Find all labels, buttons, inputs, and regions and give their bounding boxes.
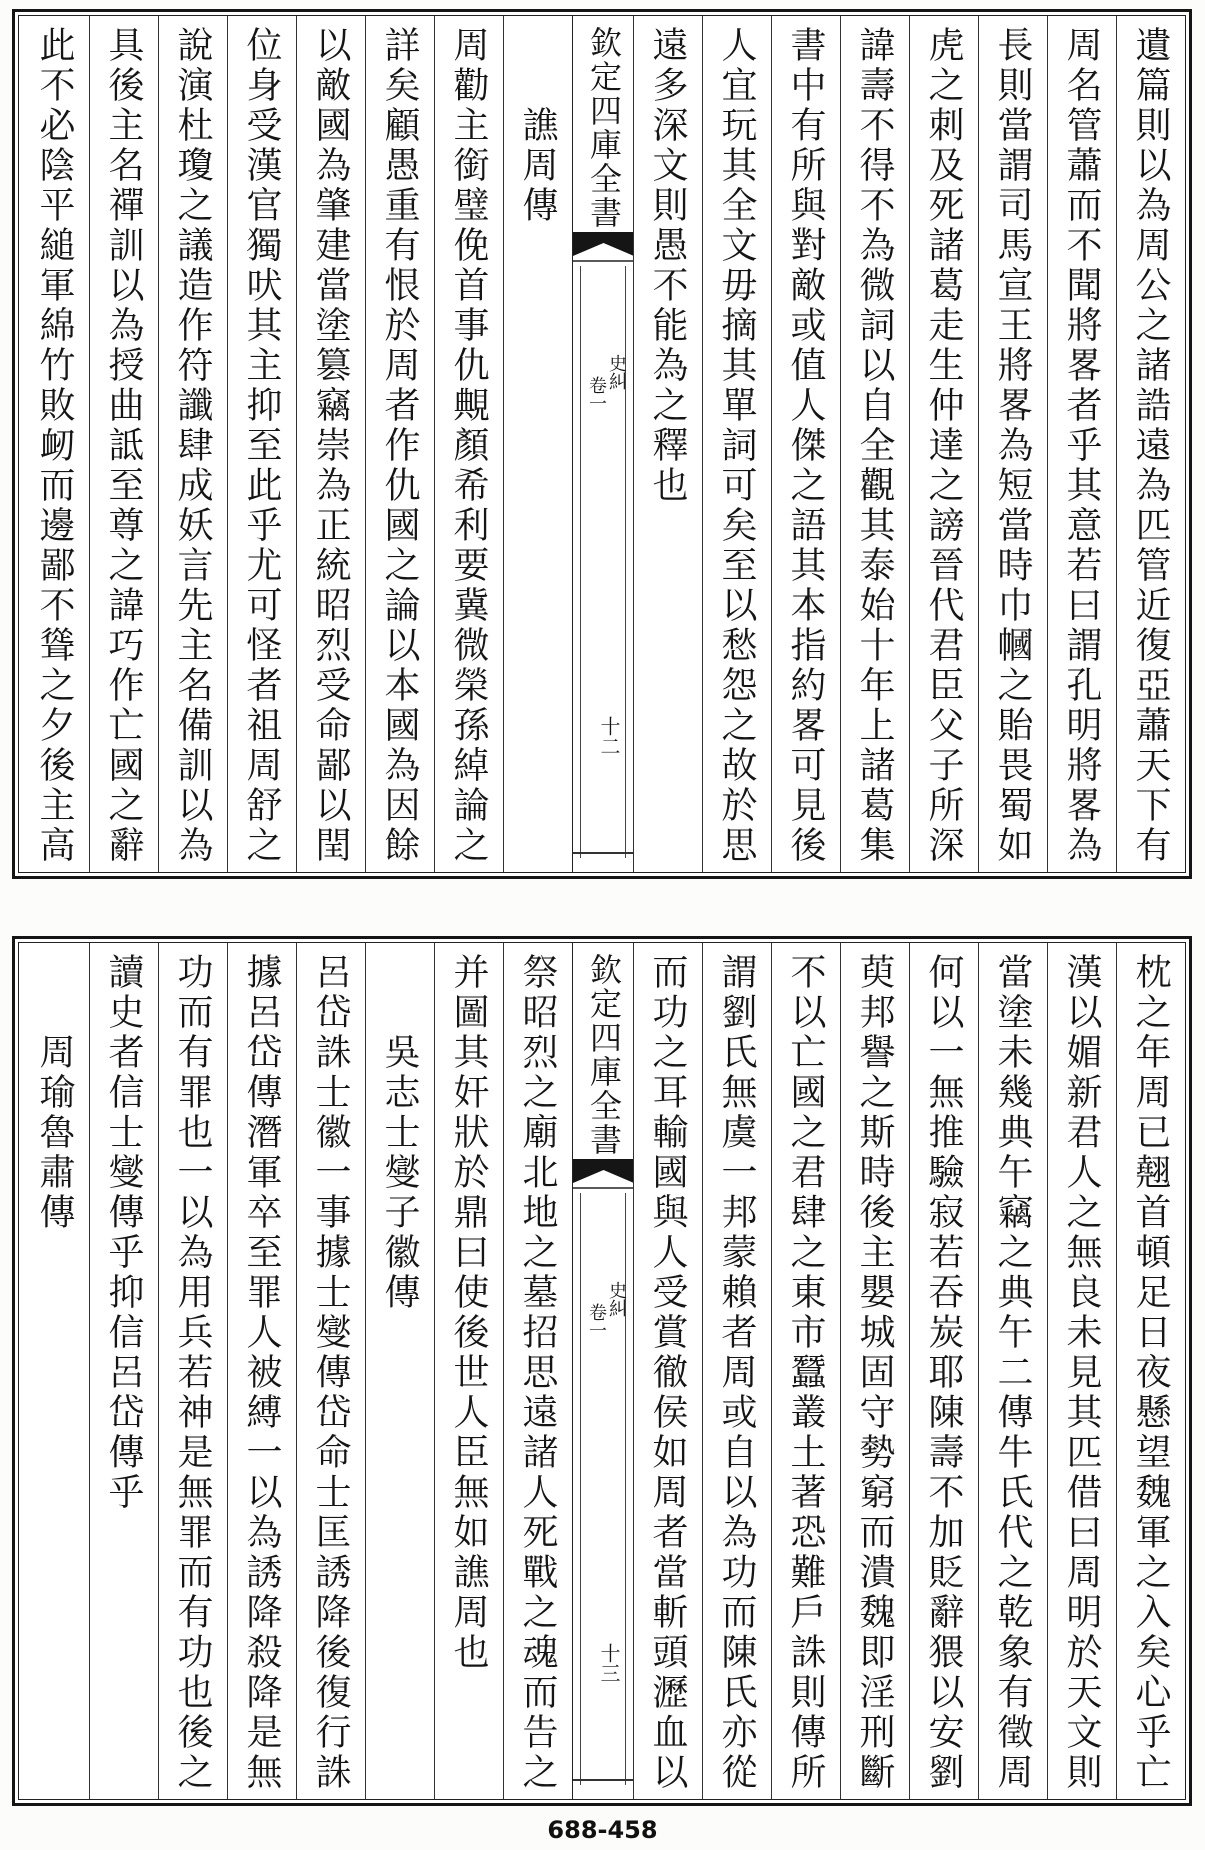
text-column: 并圖其奸狀於鼎曰使後世人臣無如譙周也 xyxy=(434,943,503,1799)
text-column: 具後主名禪訓以為授曲詆至尊之諱巧作亡國之辭 xyxy=(89,16,158,872)
fish-tail-mark xyxy=(573,1159,633,1189)
text-column: 此不必陰平縋軍綿竹敗衂而邊鄙不聳之夕後主高 xyxy=(34,26,75,866)
juan-label: 卷一 xyxy=(586,376,607,412)
text-column: 遺篇則以為周公之諸誥遠為匹管近復亞蕭天下有 xyxy=(1116,16,1185,872)
text-column: 萸邦譽之斯時後主嬰城固守勢窮而潰魏即淫刑斷 xyxy=(840,943,909,1799)
text-column: 人宜玩其全文毋摘其單詞可矣至以愁怨之故於思 xyxy=(702,16,771,872)
text-column: 據呂岱傳潛軍卒至罪人被縛一以為誘降殺降是無 xyxy=(227,943,296,1799)
fish-tail-mark xyxy=(573,232,633,262)
text-column: 而功之耳輸國與人受賞徹侯如周者當斬頭瀝血以 xyxy=(633,943,702,1799)
text-column: 周勸主銜璧俛首事仇覥顏希利要冀微榮孫綽論之 xyxy=(434,16,503,872)
text-column: 以敵國為肇建當塗篡竊崇為正統昭烈受命鄙以閏 xyxy=(296,16,365,872)
work-title: 史糾 xyxy=(606,354,627,390)
text-column: 謂劉氏無虞一邦蒙賴者周或自以為功而陳氏亦從 xyxy=(702,943,771,1799)
leaf-number: 十三 xyxy=(597,1643,621,1683)
leaf-frame xyxy=(18,15,1186,873)
leaf-bottom xyxy=(12,936,1192,1806)
text-column: 功而有罪也一以為用兵若神是無罪而有功也後之 xyxy=(158,943,227,1799)
text-column: 呂岱誅士徽一事據士燮傳岱命士匡誘降後復行誅 xyxy=(296,943,365,1799)
page-center-column xyxy=(572,16,633,872)
text-column: 遠多深文則愚不能為之釋也 xyxy=(633,16,702,872)
text-column: 周名管蕭而不聞將畧者乎其意若曰謂孔明將畧為 xyxy=(1047,16,1116,872)
text-column: 漢以媚新君人之無良未見其匹借曰周明於天文則 xyxy=(1047,943,1116,1799)
text-column: 枕之年周已翹首頓足日夜懸望魏軍之入矣心乎亡 xyxy=(1116,943,1185,1799)
text-column: 當塗未幾典午竊之典午二傳牛氏代之乾象有徵周 xyxy=(978,943,1047,1799)
leaf-top xyxy=(12,9,1192,879)
text-column: 祭昭烈之廟北地之墓招思遠諸人死戰之魂而告之 xyxy=(503,943,572,1799)
work-title: 史糾 xyxy=(606,1281,627,1317)
section-title: 吳志士燮子徽傳 xyxy=(365,943,434,1799)
center-bottom-rule xyxy=(573,1779,633,1781)
text-column: 書中有所與對敵或值人傑之語其本指約畧可見後 xyxy=(771,16,840,872)
center-bottom-rule xyxy=(573,852,633,854)
page-center-column xyxy=(572,943,633,1799)
book-title: 欽定四庫全書 xyxy=(585,26,623,230)
text-column: 長則當謂司馬宣王將畧為短當時巾幗之貽畏蜀如 xyxy=(978,16,1047,872)
page-code: 688-458 xyxy=(547,1816,658,1844)
book-title: 欽定四庫全書 xyxy=(585,953,623,1157)
text-column: 虎之刺及死諸葛走生仲達之謗晉代君臣父子所深 xyxy=(909,16,978,872)
section-title: 周瑜魯肅傳 xyxy=(34,1033,75,1233)
text-column: 說演杜瓊之議造作符讖肆成妖言先主名備訓以為 xyxy=(158,16,227,872)
text-column: 讀史者信士燮傳乎抑信呂岱傳乎 xyxy=(89,943,158,1799)
leaf-frame xyxy=(18,942,1186,1800)
section-title: 譙周傳 xyxy=(503,16,572,872)
text-column: 諱壽不得不為微詞以自全觀其泰始十年上諸葛集 xyxy=(840,16,909,872)
text-column: 位身受漢官獨吠其主抑至此乎尤可怪者祖周舒之 xyxy=(227,16,296,872)
text-column: 何以一無推驗寂若吞炭耶陳壽不加貶辭猥以安劉 xyxy=(909,943,978,1799)
leaf-number: 十二 xyxy=(597,716,621,756)
text-column: 不以亡國之君肆之東市蠶叢土著恐難戶誅則傳所 xyxy=(771,943,840,1799)
text-column: 詳矣顧愚重有恨於周者作仇國之論以本國為因餘 xyxy=(365,16,434,872)
juan-label: 卷一 xyxy=(586,1303,607,1339)
